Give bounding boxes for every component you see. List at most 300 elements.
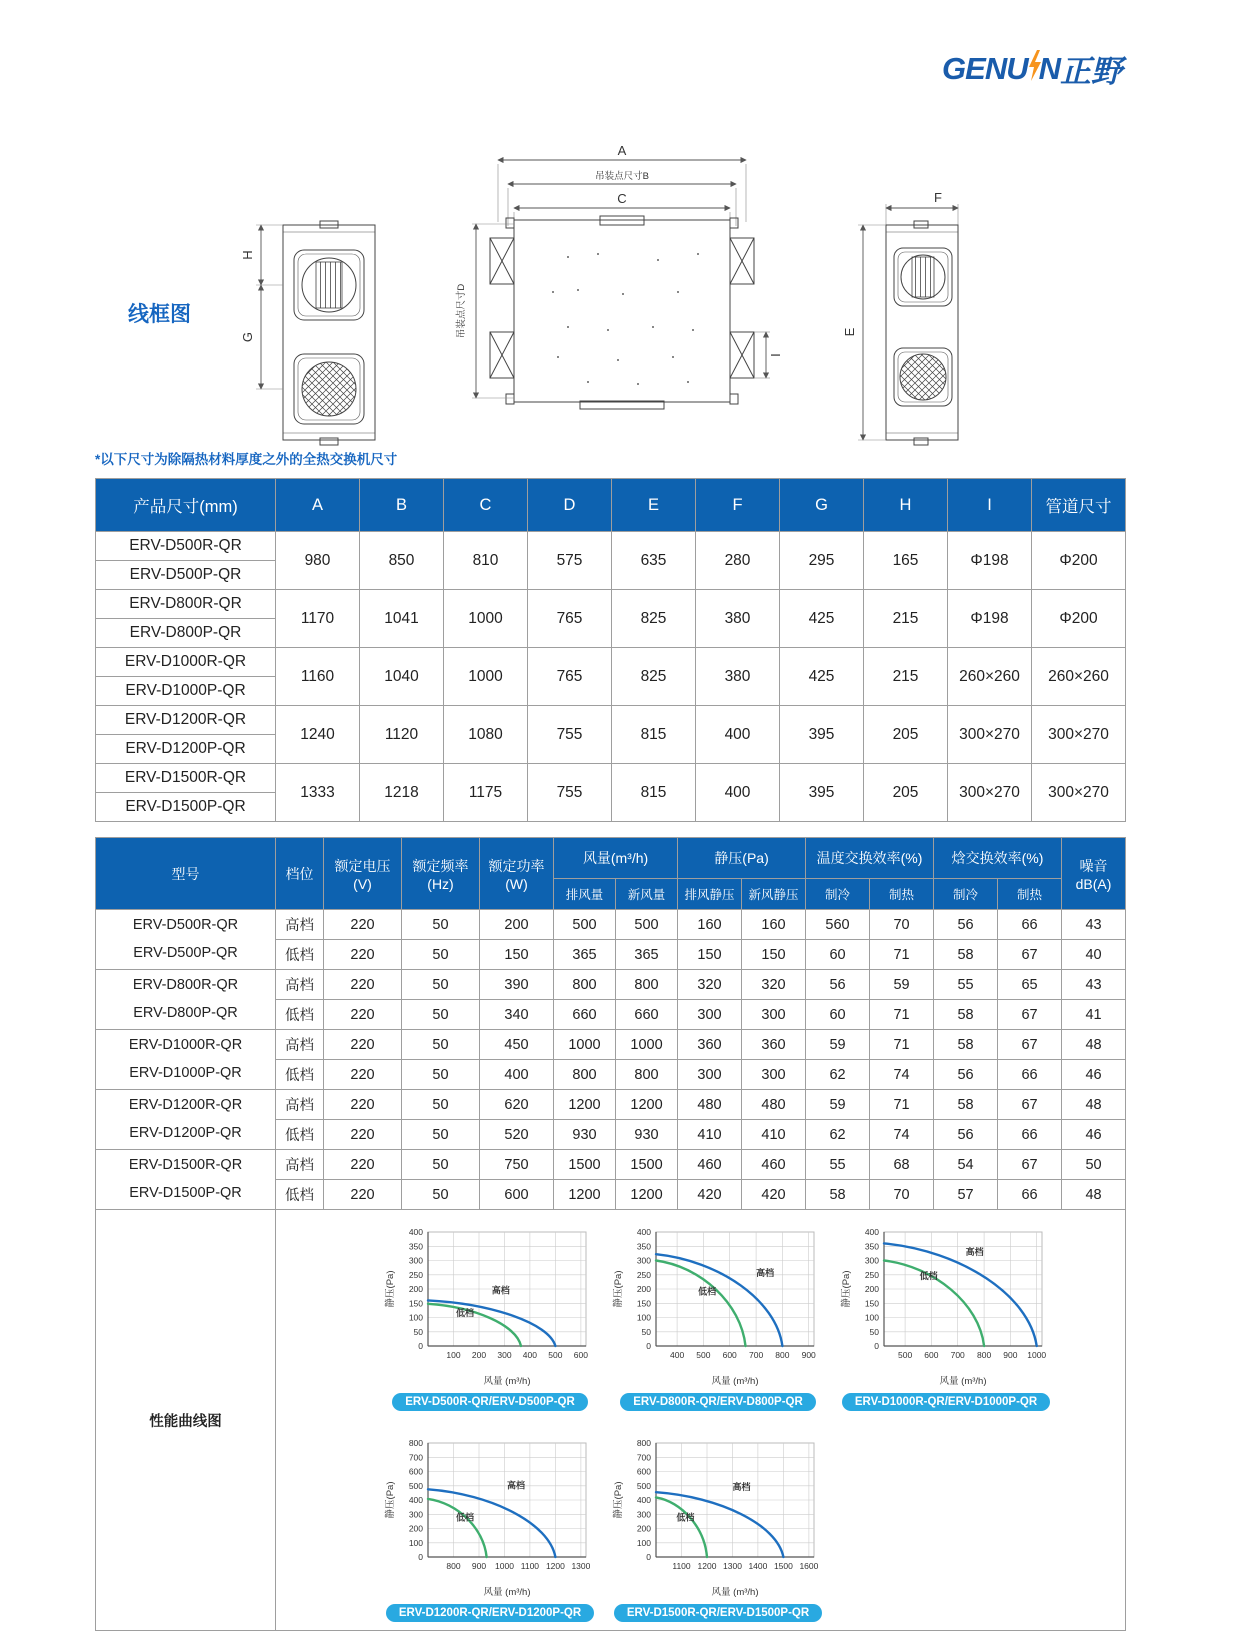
col-header: H (864, 479, 948, 532)
spec-value: 220 (324, 970, 402, 1000)
svg-text:风量 (m³/h): 风量 (m³/h) (483, 1587, 531, 1598)
chart-title-pill: ERV-D1200R-QR/ERV-D1200P-QR (386, 1604, 594, 1622)
spec-value: 48 (1062, 1090, 1126, 1120)
svg-text:1500: 1500 (773, 1561, 793, 1571)
dimension-value: Φ200 (1032, 590, 1126, 648)
spec-value: 67 (998, 1000, 1062, 1030)
svg-text:高档: 高档 (507, 1480, 526, 1491)
col-header-voltage (324, 838, 402, 910)
dimension-value: 1170 (276, 590, 360, 648)
dim-label-c: C (617, 191, 627, 206)
svg-text:700: 700 (636, 1452, 651, 1463)
dim-label-a: A (617, 143, 627, 158)
dim-label-f: F (934, 190, 942, 205)
svg-text:风量 (m³/h): 风量 (m³/h) (939, 1376, 987, 1387)
dimension-value: 205 (864, 706, 948, 764)
spec-value: 54 (934, 1150, 998, 1180)
spec-value: 220 (324, 940, 402, 970)
spec-value: 43 (1062, 910, 1126, 940)
svg-text:700: 700 (950, 1350, 965, 1360)
header-line: (Hz) (427, 875, 454, 892)
svg-text:700: 700 (408, 1452, 423, 1463)
header-line: 额定频率 (412, 857, 469, 874)
dimension-value: 395 (780, 764, 864, 822)
svg-text:100: 100 (446, 1350, 461, 1360)
svg-text:200: 200 (471, 1350, 487, 1360)
dimension-value: 205 (864, 764, 948, 822)
spec-value: 500 (554, 910, 616, 940)
spec-value: 66 (998, 1120, 1062, 1150)
svg-text:500: 500 (548, 1350, 563, 1360)
svg-text:900: 900 (801, 1350, 816, 1360)
spec-value: 930 (616, 1120, 678, 1150)
svg-text:600: 600 (573, 1350, 588, 1360)
svg-text:600: 600 (924, 1350, 939, 1360)
spec-value: 43 (1062, 970, 1126, 1000)
svg-text:400: 400 (636, 1227, 651, 1237)
chart-canvas (382, 1222, 598, 1390)
col-header: I (948, 479, 1032, 532)
spec-value: 71 (870, 1030, 934, 1060)
dimension-value: 1175 (444, 764, 528, 822)
logo-text-genu: GENU (942, 50, 1028, 86)
col-header-model: 型号 (96, 838, 276, 910)
dimension-value: 1218 (360, 764, 444, 822)
dimension-value: 300×270 (948, 706, 1032, 764)
model-name-line: ERV-D800R-QR (132, 976, 239, 993)
dimension-value: 1333 (276, 764, 360, 822)
col-header-frequency (402, 838, 480, 910)
subcol-header: 排风静压 (678, 879, 742, 910)
table-row (96, 1150, 1126, 1180)
spec-value: 58 (934, 940, 998, 970)
spec-value: 460 (678, 1150, 742, 1180)
subcol-header: 制热 (998, 879, 1062, 910)
dim-label-e: E (842, 327, 857, 337)
drawing-side-view-right (838, 180, 988, 480)
dimension-value: 215 (864, 648, 948, 706)
dimension-value: 260×260 (1032, 648, 1126, 706)
spec-value: 660 (616, 1000, 678, 1030)
svg-text:800: 800 (446, 1561, 461, 1571)
table-row (96, 648, 1126, 677)
spec-value: 320 (742, 970, 806, 1000)
model-name-line: ERV-D1000P-QR (129, 1064, 242, 1081)
spec-value: 70 (870, 910, 934, 940)
svg-text:900: 900 (1003, 1350, 1018, 1360)
svg-text:静压(Pa): 静压(Pa) (613, 1481, 624, 1519)
svg-text:150: 150 (636, 1298, 651, 1309)
col-header: 管道尺寸 (1032, 479, 1126, 532)
model-name (96, 1090, 276, 1150)
col-header-temp-efficiency: 温度交换效率(%) (806, 838, 934, 879)
header-line: 额定电压 (334, 857, 391, 874)
dimension-value: 380 (696, 648, 780, 706)
spec-value: 74 (870, 1060, 934, 1090)
dimension-value: 635 (612, 532, 696, 590)
svg-text:600: 600 (722, 1350, 737, 1360)
svg-text:400: 400 (636, 1495, 651, 1505)
svg-text:风量 (m³/h): 风量 (m³/h) (711, 1376, 759, 1387)
spec-value: 420 (742, 1180, 806, 1210)
spec-value: 50 (402, 1090, 480, 1120)
logo-text-cn: 正野 (1060, 54, 1122, 89)
spec-value: 57 (934, 1180, 998, 1210)
svg-text:600: 600 (636, 1466, 651, 1477)
table-row (96, 1090, 1126, 1120)
dim-label-b: 吊装点尺寸B (595, 171, 649, 182)
spec-value: 930 (554, 1120, 616, 1150)
col-header: C (444, 479, 528, 532)
spec-value: 60 (806, 1000, 870, 1030)
gear-level: 低档 (276, 940, 324, 970)
spec-value: 480 (678, 1090, 742, 1120)
dimension-value: 215 (864, 590, 948, 648)
spec-value: 200 (480, 910, 554, 940)
spec-value: 520 (480, 1120, 554, 1150)
spec-value: 71 (870, 940, 934, 970)
model-name: ERV-D1500P-QR (96, 793, 276, 822)
svg-text:200: 200 (636, 1284, 651, 1294)
dimension-value: 300×270 (1032, 764, 1126, 822)
table-row (96, 910, 1126, 940)
spec-value: 1200 (554, 1090, 616, 1120)
svg-text:50: 50 (413, 1326, 423, 1337)
model-name (96, 970, 276, 1030)
spec-value: 56 (934, 910, 998, 940)
model-name: ERV-D1000R-QR (96, 648, 276, 677)
model-name-line: ERV-D1200R-QR (128, 1096, 243, 1113)
spec-value: 400 (480, 1060, 554, 1090)
svg-text:250: 250 (636, 1269, 651, 1280)
dimension-value: 300×270 (948, 764, 1032, 822)
spec-value: 800 (616, 1060, 678, 1090)
svg-text:低档: 低档 (676, 1512, 695, 1523)
header (0, 0, 1240, 100)
svg-text:800: 800 (636, 1438, 651, 1448)
wireframe-label: 线框图 (128, 303, 191, 326)
gear-level: 高档 (276, 910, 324, 940)
svg-text:0: 0 (874, 1341, 879, 1351)
dimension-value: 165 (864, 532, 948, 590)
svg-text:400: 400 (670, 1350, 685, 1360)
spec-value: 67 (998, 1150, 1062, 1180)
svg-text:200: 200 (864, 1284, 879, 1294)
spec-value: 410 (678, 1120, 742, 1150)
gear-level: 低档 (276, 1060, 324, 1090)
performance-chart (376, 1222, 604, 1411)
drawing-side-view-left (228, 180, 398, 480)
svg-text:100: 100 (408, 1312, 423, 1323)
table-row (96, 764, 1126, 793)
dimension-value: 815 (612, 706, 696, 764)
performance-section-label: 性能曲线图 (96, 1210, 276, 1631)
svg-text:300: 300 (636, 1509, 651, 1520)
svg-text:1100: 1100 (672, 1561, 691, 1571)
dimension-value: 1000 (444, 648, 528, 706)
spec-value: 59 (870, 970, 934, 1000)
spec-value: 365 (616, 940, 678, 970)
spec-value: 560 (806, 910, 870, 940)
spec-value: 660 (554, 1000, 616, 1030)
spec-value: 220 (324, 1060, 402, 1090)
spec-value: 70 (870, 1180, 934, 1210)
dimension-value: 260×260 (948, 648, 1032, 706)
spec-value: 50 (402, 970, 480, 1000)
logo-text-n: N (1038, 50, 1060, 86)
dimension-note: *以下尺寸为除隔热材料厚度之外的全热交换机尺寸 (95, 452, 398, 467)
spec-value: 220 (324, 1120, 402, 1150)
spec-value: 220 (324, 1030, 402, 1060)
svg-text:300: 300 (864, 1255, 879, 1266)
chart-title-pill: ERV-D500R-QR/ERV-D500P-QR (392, 1393, 588, 1411)
col-header: D (528, 479, 612, 532)
dimension-value: Φ200 (1032, 532, 1126, 590)
svg-text:低档: 低档 (919, 1271, 938, 1281)
performance-chart (832, 1222, 1060, 1411)
svg-text:高档: 高档 (756, 1268, 775, 1279)
spec-value: 74 (870, 1120, 934, 1150)
col-header-noise (1062, 838, 1126, 910)
spec-value: 48 (1062, 1030, 1126, 1060)
subcol-header: 制冷 (806, 879, 870, 910)
dim-label-i: I (768, 353, 783, 357)
spec-value: 65 (998, 970, 1062, 1000)
model-name-line: ERV-D1500P-QR (129, 1184, 242, 1201)
chart-canvas (610, 1222, 826, 1390)
svg-text:0: 0 (418, 1552, 423, 1562)
svg-text:静压(Pa): 静压(Pa) (385, 1270, 396, 1308)
spec-value: 67 (998, 940, 1062, 970)
col-header: E (612, 479, 696, 532)
dimension-value: 1000 (444, 590, 528, 648)
dimension-value: 765 (528, 648, 612, 706)
dimension-value: 825 (612, 590, 696, 648)
spec-value: 450 (480, 1030, 554, 1060)
spec-value: 50 (402, 940, 480, 970)
gear-level: 高档 (276, 1030, 324, 1060)
svg-text:1100: 1100 (520, 1561, 540, 1571)
svg-text:静压(Pa): 静压(Pa) (613, 1270, 624, 1308)
subcol-header: 排风量 (554, 879, 616, 910)
drawing-top-view (448, 142, 798, 442)
table-row (96, 706, 1126, 735)
svg-text:400: 400 (522, 1350, 537, 1360)
svg-text:1400: 1400 (748, 1561, 768, 1571)
svg-text:1000: 1000 (495, 1561, 514, 1571)
performance-chart (604, 1433, 832, 1622)
model-name: ERV-D1500R-QR (96, 764, 276, 793)
dimension-value: 980 (276, 532, 360, 590)
chart-title-pill: ERV-D1000R-QR/ERV-D1000P-QR (842, 1393, 1050, 1411)
table-row (96, 1030, 1126, 1060)
svg-text:500: 500 (696, 1350, 711, 1360)
svg-text:800: 800 (775, 1350, 790, 1360)
col-header: 产品尺寸(mm) (96, 479, 276, 532)
dimension-value: 400 (696, 706, 780, 764)
svg-text:800: 800 (977, 1350, 992, 1360)
svg-text:300: 300 (497, 1350, 512, 1360)
spec-value: 800 (554, 1060, 616, 1090)
spec-value: 390 (480, 970, 554, 1000)
col-header: F (696, 479, 780, 532)
spec-value: 60 (806, 940, 870, 970)
spec-value: 300 (742, 1060, 806, 1090)
col-header-gear: 档位 (276, 838, 324, 910)
spec-value: 410 (742, 1120, 806, 1150)
svg-text:300: 300 (636, 1255, 651, 1266)
spec-value: 62 (806, 1120, 870, 1150)
subcol-header: 制热 (870, 879, 934, 910)
col-header-static-pressure: 静压(Pa) (678, 838, 806, 879)
svg-text:250: 250 (408, 1269, 423, 1280)
spec-value: 67 (998, 1030, 1062, 1060)
brand-logo (942, 46, 1122, 91)
dimension-value: 1240 (276, 706, 360, 764)
dimension-value: 1120 (360, 706, 444, 764)
dimension-value: 1160 (276, 648, 360, 706)
svg-text:高档: 高档 (732, 1482, 751, 1492)
svg-text:风量 (m³/h): 风量 (m³/h) (483, 1376, 531, 1387)
spec-value: 1500 (616, 1150, 678, 1180)
spec-table (95, 837, 1126, 1631)
dimension-value: 755 (528, 764, 612, 822)
svg-text:低档: 低档 (698, 1286, 717, 1297)
dimension-value: 815 (612, 764, 696, 822)
svg-text:300: 300 (408, 1509, 423, 1520)
subcol-header: 新风量 (616, 879, 678, 910)
spec-value: 160 (742, 910, 806, 940)
spec-value: 320 (678, 970, 742, 1000)
svg-text:350: 350 (636, 1241, 651, 1252)
spec-value: 66 (998, 1060, 1062, 1090)
dim-label-g: G (240, 331, 255, 343)
wireframe-drawings-section (0, 100, 1240, 440)
dimension-value: 825 (612, 648, 696, 706)
table-row (96, 590, 1126, 619)
model-name: ERV-D1200R-QR (96, 706, 276, 735)
svg-text:350: 350 (864, 1241, 879, 1252)
svg-text:100: 100 (408, 1537, 423, 1548)
spec-value: 600 (480, 1180, 554, 1210)
chart-title-pill: ERV-D800R-QR/ERV-D800P-QR (620, 1393, 816, 1411)
subcol-header: 新风静压 (742, 879, 806, 910)
dimension-value: 1041 (360, 590, 444, 648)
spec-value: 300 (742, 1000, 806, 1030)
spec-value: 50 (402, 1000, 480, 1030)
svg-text:低档: 低档 (456, 1308, 475, 1319)
svg-text:1300: 1300 (571, 1561, 591, 1571)
spec-value: 360 (742, 1030, 806, 1060)
model-name-line: ERV-D800P-QR (133, 1004, 238, 1021)
spec-value: 365 (554, 940, 616, 970)
svg-text:200: 200 (408, 1523, 423, 1534)
gear-level: 低档 (276, 1180, 324, 1210)
spec-value: 40 (1062, 940, 1126, 970)
model-name: ERV-D500R-QR (96, 532, 276, 561)
svg-text:300: 300 (408, 1255, 423, 1266)
dimension-value: 295 (780, 532, 864, 590)
svg-text:800: 800 (408, 1438, 423, 1448)
performance-chart (604, 1222, 832, 1411)
dimension-value: 850 (360, 532, 444, 590)
performance-chart (376, 1433, 604, 1622)
spec-value: 50 (402, 1030, 480, 1060)
svg-text:700: 700 (749, 1350, 764, 1360)
svg-text:400: 400 (864, 1227, 879, 1237)
model-name-line: ERV-D1200P-QR (129, 1124, 242, 1141)
dimension-value: 810 (444, 532, 528, 590)
chart-canvas (382, 1433, 598, 1601)
dimension-value: 380 (696, 590, 780, 648)
spec-value: 67 (998, 1090, 1062, 1120)
spec-value: 420 (678, 1180, 742, 1210)
chart-canvas (610, 1433, 826, 1601)
svg-text:0: 0 (646, 1552, 651, 1562)
col-header: B (360, 479, 444, 532)
model-name: ERV-D1200P-QR (96, 735, 276, 764)
svg-text:1000: 1000 (1027, 1350, 1047, 1360)
svg-text:150: 150 (864, 1298, 879, 1309)
spec-value: 66 (998, 1180, 1062, 1210)
dim-label-h: H (240, 250, 255, 260)
spec-value: 55 (934, 970, 998, 1000)
gear-level: 低档 (276, 1000, 324, 1030)
performance-charts-area (276, 1210, 1126, 1631)
header-line: dB(A) (1075, 875, 1112, 892)
spec-value: 56 (806, 970, 870, 1000)
dimension-value: 765 (528, 590, 612, 648)
model-name: ERV-D800R-QR (96, 590, 276, 619)
svg-text:350: 350 (408, 1241, 423, 1252)
dimension-value: Φ198 (948, 590, 1032, 648)
header-line: 噪音 (1079, 857, 1108, 874)
spec-value: 56 (934, 1120, 998, 1150)
svg-text:0: 0 (646, 1341, 651, 1351)
model-name-line: ERV-D500P-QR (133, 944, 238, 961)
spec-value: 50 (402, 1150, 480, 1180)
spec-value: 220 (324, 1090, 402, 1120)
svg-text:1200: 1200 (545, 1561, 565, 1571)
svg-text:500: 500 (898, 1350, 913, 1360)
svg-text:50: 50 (641, 1326, 651, 1337)
spec-value: 71 (870, 1000, 934, 1030)
dimension-value: 400 (696, 764, 780, 822)
header-line: (W) (505, 875, 528, 892)
spec-value: 56 (934, 1060, 998, 1090)
spec-value: 41 (1062, 1000, 1126, 1030)
svg-text:1600: 1600 (799, 1561, 819, 1571)
gear-level: 高档 (276, 1090, 324, 1120)
spec-value: 620 (480, 1090, 554, 1120)
spec-value: 340 (480, 1000, 554, 1030)
svg-text:150: 150 (408, 1298, 423, 1309)
svg-text:0: 0 (418, 1341, 423, 1351)
model-name: ERV-D500P-QR (96, 561, 276, 590)
spec-value: 300 (678, 1060, 742, 1090)
spec-value: 66 (998, 910, 1062, 940)
svg-text:900: 900 (471, 1561, 487, 1571)
dimension-value: 300×270 (1032, 706, 1126, 764)
table-row (96, 970, 1126, 1000)
spec-value: 50 (402, 1180, 480, 1210)
model-name-line: ERV-D500R-QR (132, 916, 239, 933)
col-header-power (480, 838, 554, 910)
spec-value: 50 (402, 910, 480, 940)
dim-label-d: 吊装点尺寸D (456, 283, 467, 339)
chart-title-pill: ERV-D1500R-QR/ERV-D1500P-QR (614, 1604, 822, 1622)
svg-text:500: 500 (408, 1480, 423, 1491)
